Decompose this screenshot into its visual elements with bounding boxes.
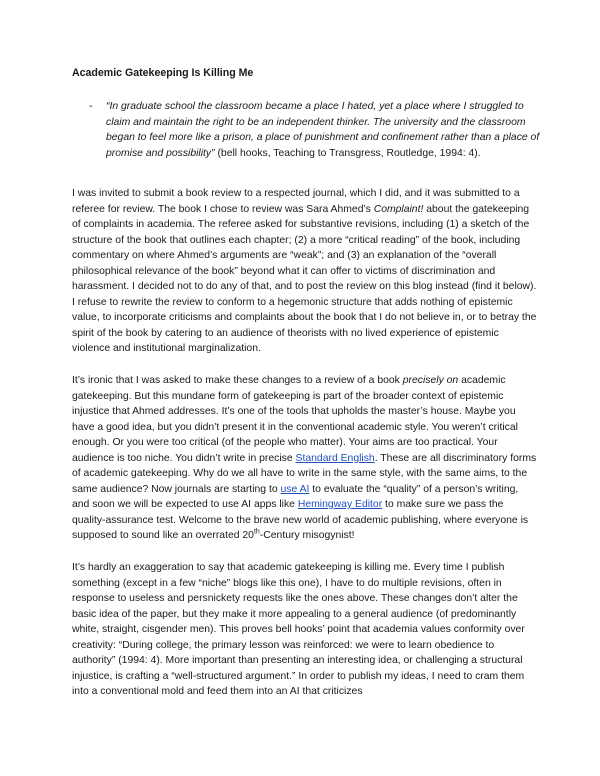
superscript-th: th [253, 528, 260, 536]
standard-english-link[interactable]: Standard English [295, 452, 375, 464]
use-ai-link[interactable]: use AI [280, 483, 310, 495]
paragraph-2-part-d: to evaluate the “quality” of a person’s writing, and soon we will be expected to use AI apps like [72, 483, 519, 510]
epigraph-citation: (bell hooks, Teaching to Transgress, Routledge, 1994: 4). [214, 147, 481, 159]
epigraph-quote-text: “In graduate school the classroom became a place I hated, yet a place where I struggled to claim and maintain the right to be an independent thinker. The university and the classroom began to feel more like a prison, a place of punishment and confinement rather than a place of promise and possibility” [106, 101, 540, 159]
paragraph-3: It’s hardly an exaggeration to say that academic gatekeeping is killing me. Every time I publish something (except in a few “niche” blogs like this one), I have to do multiple revisions, often in response to useless and persnickety requests like the ones above. These changes don’t alter the basic idea of the paper, but they make it more appealing to a general audience (of predominantly white, straight, cisgender men). This proves bell hooks’ point that academia values conformity over creativity: “During college, the primary lesson was reinforced: we were to learn obedience to authority” (1994: 4). More important than presenting an interesting idea, or challenging a structural injustice, is crafting a “well-structured argument.” In order to publish my ideas, I need to cram them into a conventional mold and feed them into an AI that criticizes [72, 562, 525, 697]
paragraph-2-part-b: academic gatekeeping. But this mundane form of gatekeeping is part of the broader context of epistemic injustice that Ahmed addresses. It’s one of the tools that upholds the master’s house. Maybe you have a good idea, but you didn’t present it in the conventional academic style. You weren’t critical enough. Or you were too critical (of the people who matter). Your aims are too practical. Your audience is too niche. You didn’t write in precise [72, 375, 518, 464]
paragraph-2-part-a: It’s ironic that I was asked to make these changes to a review of a book [72, 375, 403, 386]
paragraph-2-emphasis: precisely on [402, 375, 459, 386]
book-title: Complaint! [373, 203, 424, 215]
article-title: Academic Gatekeeping Is Killing Me [72, 67, 254, 79]
paragraph-2-part-f: -Century misogynist! [259, 530, 355, 541]
paragraph-1-part-b: about the gatekeeping of complaints in academia. The referee asked for substantive revisions, including (1) a sketch of the structure of the book that outlines each chapter; (2) a more “critical reading” of the book, including commentary on where Ahmed’s arguments are “weak”; and (3) an explanation of the “overall philosophical relevance of the book” beyond what it can offer to victims of discrimination and harassment. I decided not to do any of that, and to post the review on this blog instead (find it below). I refuse to rewrite the review to conform to a hegemonic structure that adds nothing of epistemic value, to incorporate criticisms and complaints about the book that I do not believe in, or to betray the spirit of the book by catering to an audience of theorists with no lived experience of epistemic violence and institutional marginalization. [72, 203, 537, 354]
hemingway-editor-link[interactable]: Hemingway Editor [297, 499, 383, 510]
epigraph-bullet: - [89, 101, 93, 112]
paragraph-1 [72, 186, 538, 357]
paragraph-2-part-c: . These are all discriminatory forms of academic gatekeeping. Why do we all have to write in the same style, with the same aims, to the same audience? Now journals are starting to [72, 452, 537, 495]
epigraph-quote [106, 99, 541, 161]
paragraph-2-part-e: to make sure we pass the quality-assurance test. Welcome to the brave new world of academic publishing, where everyone is supposed to sound like an overrated 20 [72, 499, 529, 541]
paragraph-2 [72, 373, 538, 544]
paragraph-1-part-a: I was invited to submit a book review to a respected journal, which I did, and it was submitted to a referee for review. The book I chose to review was Sara Ahmed’s [72, 188, 520, 215]
